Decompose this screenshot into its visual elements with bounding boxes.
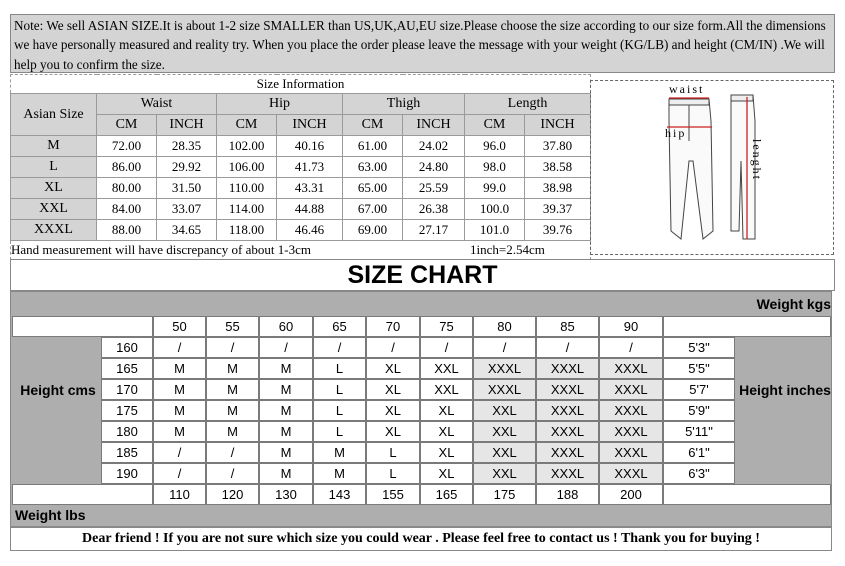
weight-kgs-label: Weight kgs [756,296,831,312]
height-cm: 180 [101,421,153,442]
size-recommendation: XXXL [536,442,599,463]
size-recommendation: L [366,442,420,463]
size-recommendation: L [313,358,366,379]
length-label: lenght [750,139,764,181]
size-recommendation: XL [366,358,420,379]
size-recommendation: M [206,400,259,421]
size-row [11,199,591,220]
measurement-cell: 80.00 [97,178,157,199]
waist-label: waist [669,82,705,96]
measurement-cell: 26.38 [403,199,465,220]
size-recommendation: M [313,463,366,484]
size-recommendation: / [473,337,536,358]
size-recommendation: XXXL [473,379,536,400]
weight-lbs-label: Weight lbs [15,507,86,523]
size-label: XL [11,178,97,199]
size-label: XXL [11,199,97,220]
kg-value: 65 [313,316,366,337]
size-recommendation: XL [420,463,473,484]
measurement-cell: 24.02 [403,136,465,157]
measurement-cell: 29.92 [157,157,217,178]
size-chart-title: SIZE CHART [10,259,835,291]
size-recommendation: M [259,463,313,484]
measurement-cell: 114.00 [217,199,277,220]
measurement-cell: 102.00 [217,136,277,157]
height-inch: 5'9" [663,400,735,421]
height-inch: 6'1" [663,442,735,463]
size-recommendation: XXL [473,442,536,463]
length-header: Length [465,94,591,115]
height-inches-label: Height inches [739,382,831,398]
measurement-cell: 101.0 [465,220,525,241]
measurement-cell: 86.00 [97,157,157,178]
height-inch: 5'11" [663,421,735,442]
size-recommendation: XXXL [599,358,663,379]
kg-value: 85 [536,316,599,337]
height-inch: 5'5" [663,358,735,379]
size-label: L [11,157,97,178]
measurement-cell: 43.31 [277,178,343,199]
size-recommendation: XL [420,421,473,442]
height-cms-label: Height cms [20,382,96,398]
measurement-cell: 65.00 [343,178,403,199]
size-label: XXXL [11,220,97,241]
measurement-cell: 27.17 [403,220,465,241]
size-recommendation: XXXL [536,463,599,484]
unit-header: CM [217,115,277,136]
size-recommendation: / [153,442,206,463]
height-cm: 165 [101,358,153,379]
size-label: M [11,136,97,157]
pants-illustration [591,81,835,256]
measurement-cell: 99.0 [465,178,525,199]
hip-label: hip [665,126,687,140]
lbs-value: 155 [366,484,420,505]
kg-value: 75 [420,316,473,337]
unit-header: CM [343,115,403,136]
contact-footer: Dear friend ! If you are not sure which size you could wear . Please feel free to contact us ! Thank you for buying ! [10,527,832,551]
size-recommendation: M [259,358,313,379]
size-recommendation: XL [366,421,420,442]
lbs-row-blank [663,484,831,505]
size-row [11,136,591,157]
size-recommendation: M [313,442,366,463]
size-row [11,157,591,178]
unit-header: CM [97,115,157,136]
size-chart-grid [10,291,832,527]
measurement-cell: 33.07 [157,199,217,220]
size-information-title: Size Information [11,75,591,94]
measurement-cell: 31.50 [157,178,217,199]
measurement-cell: 118.00 [217,220,277,241]
size-recommendation: / [366,337,420,358]
lbs-value: 188 [536,484,599,505]
measurement-cell: 46.46 [277,220,343,241]
size-recommendation: / [206,442,259,463]
unit-header: CM [465,115,525,136]
unit-header: INCH [157,115,217,136]
measurement-cell: 110.00 [217,178,277,199]
size-recommendation: XXL [420,358,473,379]
height-inch: 5'7' [663,379,735,400]
size-recommendation: M [259,442,313,463]
asian-size-header: Asian Size [11,94,97,136]
size-footnote-row [11,241,591,260]
height-inch: 5'3" [663,337,735,358]
size-recommendation: XXL [473,421,536,442]
measurement-footnote: Hand measurement will have discrepancy of about 1-3cm [11,242,311,257]
measurement-cell: 96.0 [465,136,525,157]
measurement-cell: 44.88 [277,199,343,220]
size-recommendation: XL [420,400,473,421]
size-recommendation: XL [366,379,420,400]
size-recommendation: XXXL [536,358,599,379]
measurement-cell: 38.98 [525,178,591,199]
size-recommendation: M [153,358,206,379]
size-recommendation: / [206,463,259,484]
measurement-cell: 106.00 [217,157,277,178]
lbs-value: 143 [313,484,366,505]
size-recommendation: XXXL [599,379,663,400]
size-recommendation: XXXL [536,379,599,400]
size-recommendation: / [153,337,206,358]
size-row [11,178,591,199]
size-recommendation: L [313,379,366,400]
size-recommendation: XXXL [536,421,599,442]
size-recommendation: XXXL [473,358,536,379]
size-recommendation: XXXL [599,463,663,484]
size-recommendation: / [420,337,473,358]
size-recommendation: XXXL [599,421,663,442]
size-recommendation: XXXL [536,400,599,421]
hip-header: Hip [217,94,343,115]
lbs-value: 165 [420,484,473,505]
height-cm: 190 [101,463,153,484]
measurement-cell: 25.59 [403,178,465,199]
size-recommendation: L [366,463,420,484]
size-recommendation: XXL [420,379,473,400]
measurement-cell: 63.00 [343,157,403,178]
size-recommendation: M [206,379,259,400]
lbs-value: 110 [153,484,206,505]
measurement-cell: 39.37 [525,199,591,220]
pants-measurement-figure [590,80,834,255]
size-recommendation: L [313,421,366,442]
height-cm: 160 [101,337,153,358]
size-recommendation: M [153,379,206,400]
measurement-cell: 41.73 [277,157,343,178]
size-recommendation: / [536,337,599,358]
lbs-value: 175 [473,484,536,505]
measurement-cell: 69.00 [343,220,403,241]
size-recommendation: XXXL [599,400,663,421]
height-cm: 175 [101,400,153,421]
size-recommendation: / [206,337,259,358]
kg-value: 80 [473,316,536,337]
measurement-cell: 61.00 [343,136,403,157]
size-recommendation: / [599,337,663,358]
height-cm: 170 [101,379,153,400]
measurement-cell: 100.0 [465,199,525,220]
measurement-cell: 88.00 [97,220,157,241]
size-recommendation: XXL [473,400,536,421]
lbs-row-blank [12,484,153,505]
measurement-cell: 67.00 [343,199,403,220]
size-recommendation: L [313,400,366,421]
size-recommendation: M [259,379,313,400]
size-recommendation: M [259,400,313,421]
height-inch: 6'3" [663,463,735,484]
size-recommendation: XXL [473,463,536,484]
inch-conversion: 1inch=2.54cm [470,242,545,257]
lbs-value: 200 [599,484,663,505]
size-recommendation: XL [366,400,420,421]
lbs-value: 120 [206,484,259,505]
kg-value: 60 [259,316,313,337]
measurement-cell: 34.65 [157,220,217,241]
size-recommendation: M [206,421,259,442]
kg-row-blank [663,316,831,337]
size-information-table [10,74,590,258]
measurement-cell: 37.80 [525,136,591,157]
size-note: Note: We sell ASIAN SIZE.It is about 1-2 size SMALLER than US,UK,AU,EU size.Please choose the size according to our size form.All the dimensions we have personally measured and reality try. When you place the order please leave the message with your weight (KG/LB) and height (CM/IN) .We will help you to confirm the size. [10,14,835,73]
measurement-cell: 39.76 [525,220,591,241]
waist-header: Waist [97,94,217,115]
height-cm: 185 [101,442,153,463]
size-row [11,220,591,241]
measurement-cell: 40.16 [277,136,343,157]
kg-row-blank [12,316,153,337]
unit-header: INCH [403,115,465,136]
size-recommendation: M [153,400,206,421]
measurement-cell: 38.58 [525,157,591,178]
size-recommendation: M [153,421,206,442]
size-recommendation: / [259,337,313,358]
unit-header: INCH [277,115,343,136]
measurement-cell: 72.00 [97,136,157,157]
kg-value: 55 [206,316,259,337]
measurement-cell: 28.35 [157,136,217,157]
size-recommendation: XL [420,442,473,463]
lbs-value: 130 [259,484,313,505]
thigh-header: Thigh [343,94,465,115]
size-recommendation: M [206,358,259,379]
size-recommendation: XXXL [599,442,663,463]
kg-value: 50 [153,316,206,337]
size-recommendation: / [313,337,366,358]
kg-value: 70 [366,316,420,337]
measurement-cell: 84.00 [97,199,157,220]
measurement-cell: 24.80 [403,157,465,178]
measurement-cell: 98.0 [465,157,525,178]
unit-header: INCH [525,115,591,136]
kg-value: 90 [599,316,663,337]
size-recommendation: / [153,463,206,484]
size-recommendation: M [259,421,313,442]
